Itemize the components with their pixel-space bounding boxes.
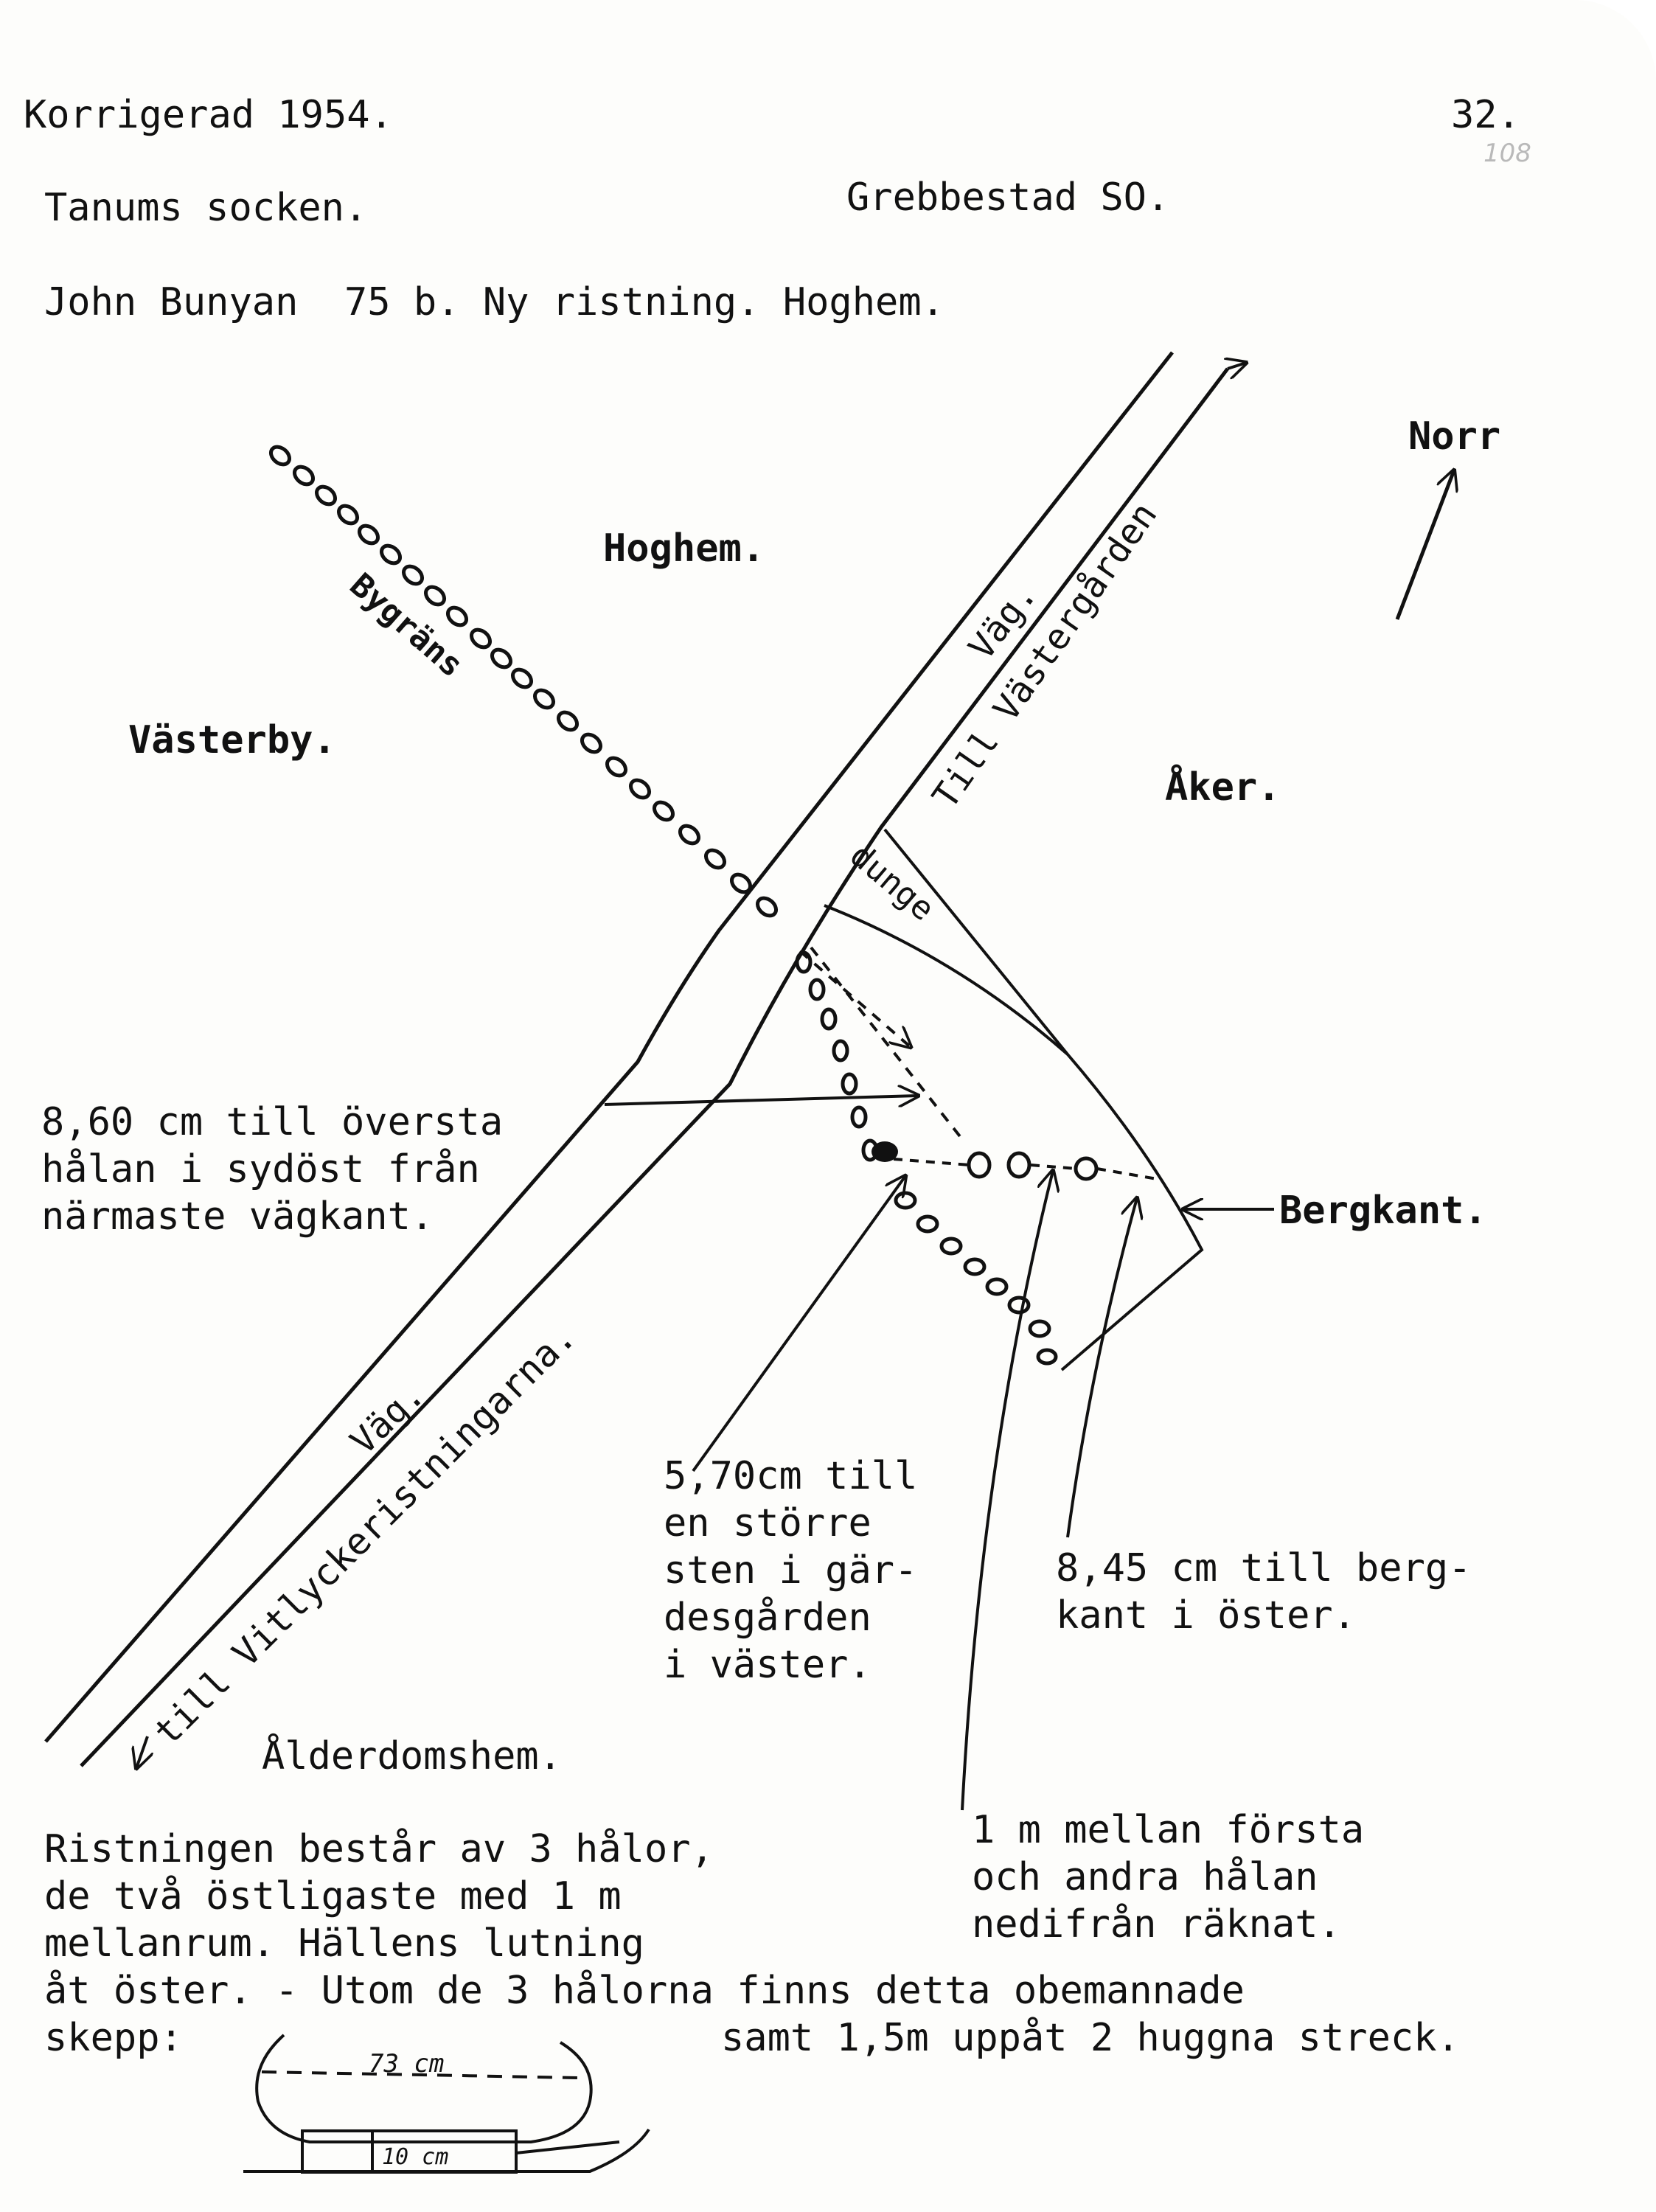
description-line-1: Ristningen består av 3 hålor, — [44, 1827, 714, 1871]
description-line-3: mellanrum. Hällens lutning — [44, 1921, 644, 1966]
leader-860 — [605, 1096, 918, 1105]
arrow-to-vitlycke — [136, 1736, 147, 1768]
note-860-line-1: 8,60 cm till översta — [41, 1100, 504, 1144]
leader-570 — [693, 1176, 905, 1471]
label-bygrans: Bygräns — [342, 566, 470, 685]
grove-divider — [824, 905, 1068, 1054]
note-570-line-5: i väster. — [664, 1643, 872, 1687]
label-till-vastergarden: Till Västergården — [924, 495, 1166, 816]
note-860-line-3: närmaste vägkant. — [41, 1194, 434, 1239]
label-vag-upper: Väg. — [960, 574, 1046, 668]
label-aker: Åker. — [1165, 765, 1281, 810]
ship-length-label: 73 cm — [369, 2049, 445, 2079]
dashed-line-2 — [811, 947, 962, 1139]
note-570-line-3: sten i gär- — [664, 1548, 918, 1593]
description-line-2: de två östligaste med 1 m — [44, 1874, 622, 1919]
arrow-to-vastergarden — [1228, 363, 1246, 369]
label-vag-lower: Väg. — [342, 1374, 433, 1463]
label-dunge: dunge — [842, 836, 942, 929]
ship-height-label: 10 cm — [382, 2144, 449, 2170]
label-bergkant: Bergkant. — [1279, 1189, 1487, 1233]
note-845-line-2: kant i öster. — [1056, 1593, 1356, 1638]
note-1m-line-1: 1 m mellan första — [972, 1808, 1365, 1852]
description-line-4: åt öster. - Utom de 3 hålorna finns detta obemannade — [44, 1969, 1245, 2013]
note-1m-line-3: nedifrån räknat. — [972, 1902, 1341, 1947]
corrected-year: Korrigerad 1954. — [24, 93, 393, 137]
description-skepp: skepp: — [44, 2016, 183, 2060]
note-860-line-2: hålan i sydöst från — [41, 1147, 480, 1192]
grove-outline — [885, 830, 1068, 1054]
pencil-number: 108 — [1483, 139, 1531, 168]
dashed-line-4 — [1031, 1165, 1076, 1169]
label-north: Norr — [1408, 414, 1501, 459]
note-845-line-1: 8,45 cm till berg- — [1056, 1546, 1472, 1590]
village-boundary — [268, 443, 779, 919]
north-arrow — [1397, 470, 1454, 619]
map-sheet: Grebbestad SO. — [846, 175, 1170, 220]
leader-1m — [962, 1171, 1053, 1810]
dashed-line-5 — [1097, 1169, 1161, 1180]
label-till-vitlycke: till Vitlyckeristningarna. — [145, 1315, 585, 1754]
leader-845 — [1068, 1198, 1137, 1537]
label-alderdomshem: Ålderdomshem. — [262, 1734, 562, 1778]
note-570-line-1: 5,70cm till — [664, 1454, 918, 1498]
note-570-line-4: desgården — [664, 1596, 872, 1640]
parish: Tanums socken. — [44, 186, 368, 230]
entry-line: John Bunyan 75 b. Ny ristning. Hoghem. — [44, 280, 944, 324]
label-hoghem: Hoghem. — [603, 526, 765, 571]
dashed-line-3 — [894, 1159, 970, 1165]
label-vasterby: Västerby. — [128, 718, 336, 762]
note-1m-line-2: och andra hålan — [972, 1855, 1318, 1899]
note-570-line-2: en större — [664, 1501, 872, 1545]
description-extra: samt 1,5m uppåt 2 huggna streck. — [721, 2016, 1460, 2060]
card-number: 32. — [1451, 93, 1520, 137]
